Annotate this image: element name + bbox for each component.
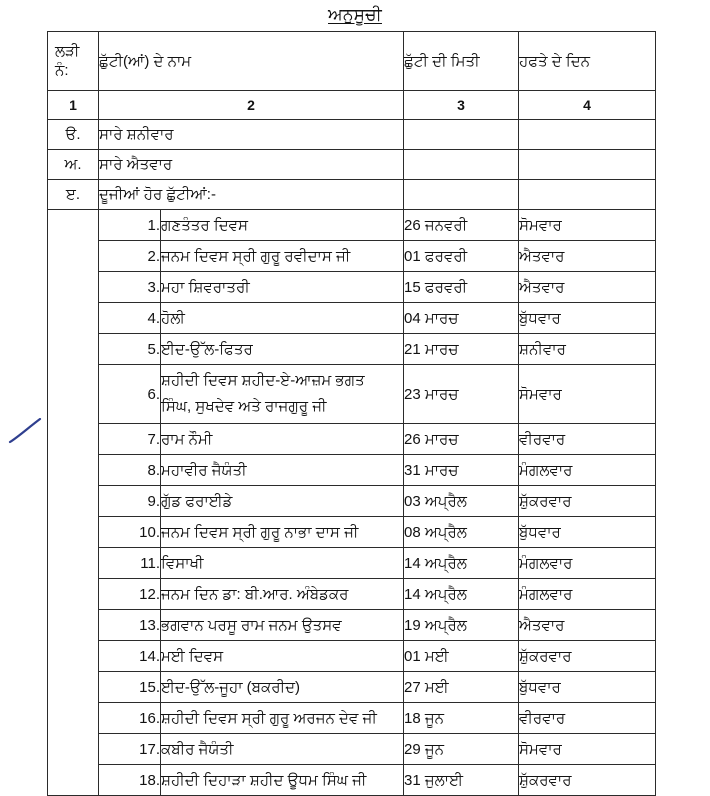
lettered-row-letter: ਅ. [48,150,99,180]
lettered-row-text: ਸਾਰੇ ਸ਼ਨੀਵਾਰ [99,120,404,150]
table-row [48,579,656,610]
lettered-row-text: ਦੂਜੀਆਂ ਹੋਰ ਛੁੱਟੀਆਂ:- [99,180,404,210]
column-number-3: 3 [404,91,519,120]
row-index: 18. [99,765,161,796]
row-holiday-date: 14 ਅਪ੍ਰੈਲ [404,548,519,579]
table-row [48,334,656,365]
row-holiday-name-line1: ਹੋਲੀ [161,309,185,327]
row-holiday-date: 21 ਮਾਰਚ [404,334,519,365]
row-index: 7. [99,424,161,455]
lettered-row-date [404,120,519,150]
row-holiday-name [161,641,404,672]
row-holiday-name-line1: ਈਦ-ਉੱਲ-ਫਿਤਰ [161,340,253,358]
row-holiday-name [161,765,404,796]
row-holiday-name [161,517,404,548]
lettered-row-date [404,180,519,210]
table-header-row [48,32,656,91]
table-row [48,641,656,672]
row-holiday-date: 29 ਜੂਨ [404,734,519,765]
row-week-day: ਵੀਰਵਾਰ [519,703,656,734]
row-index: 9. [99,486,161,517]
row-holiday-name-line1: ਮਹਾਵੀਰ ਜੈਯੰਤੀ [161,461,247,479]
column-number-1: 1 [48,91,99,120]
holiday-schedule-table [47,31,656,796]
row-week-day: ਸ਼ਨੀਵਾਰ [519,334,656,365]
row-holiday-name-line1: ਗਣਤੰਤਰ ਦਿਵਸ [161,216,249,234]
row-holiday-name [161,734,404,765]
row-holiday-name [161,210,404,241]
header-holiday-date: ਛੁੱਟੀ ਦੀ ਮਿਤੀ [404,32,519,91]
row-index: 4. [99,303,161,334]
table-row [48,672,656,703]
row-holiday-name [161,672,404,703]
row-index: 16. [99,703,161,734]
lettered-row [48,120,656,150]
row-holiday-name [161,610,404,641]
lettered-row-text: ਸਾਰੇ ਐਤਵਾਰ [99,150,404,180]
row-week-day: ਮੰਗਲਵਾਰ [519,579,656,610]
table-row [48,365,656,424]
table-row [48,272,656,303]
row-index: 11. [99,548,161,579]
row-week-day: ਸ਼ੁੱਕਰਵਾਰ [519,641,656,672]
row-holiday-date: 26 ਜਨਵਰੀ [404,210,519,241]
page-title-text: ਅਨੁਸੂਚੀ [328,5,382,24]
row-holiday-date: 27 ਮਈ [404,672,519,703]
table-row [48,703,656,734]
row-holiday-name-line1: ਮਹਾ ਸ਼ਿਵਰਾਤਰੀ [161,278,250,296]
table-row [48,455,656,486]
row-week-day: ਬੁੱਧਵਾਰ [519,517,656,548]
row-holiday-date: 19 ਅਪ੍ਰੈਲ [404,610,519,641]
row-holiday-name [161,241,404,272]
column-number-row [48,91,656,120]
table-row [48,303,656,334]
header-holiday-name: ਛੁੱਟੀ(ਆਂ) ਦੇ ਨਾਮ [99,32,404,91]
row-holiday-name-line1: ਭਗਵਾਨ ਪਰਸੂ ਰਾਮ ਜਨਮ ਉਤਸਵ [161,616,342,634]
row-holiday-name [161,486,404,517]
row-holiday-name [161,455,404,486]
row-holiday-name-line1: ਜਨਮ ਦਿਵਸ ਸ੍ਰੀ ਗੁਰੂ ਨਾਭਾ ਦਾਸ ਜੀ [161,523,359,541]
row-holiday-date: 23 ਮਾਰਚ [404,365,519,424]
table-row [48,517,656,548]
pen-mark-annotation [8,418,42,444]
row-index: 17. [99,734,161,765]
row-index: 2. [99,241,161,272]
row-week-day: ਬੁੱਧਵਾਰ [519,303,656,334]
row-index: 13. [99,610,161,641]
header-serial-line2: ਨੰ: [55,62,69,79]
row-holiday-date: 03 ਅਪ੍ਰੈਲ [404,486,519,517]
row-holiday-name-line1: ਸ਼ਹੀਦੀ ਦਿਵਸ ਸ੍ਰੀ ਗੁਰੂ ਅਰਜਨ ਦੇਵ ਜੀ [161,709,377,727]
lettered-row-day [519,180,656,210]
row-holiday-date: 31 ਜੁਲਾਈ [404,765,519,796]
table-row [48,210,656,241]
table-row [48,765,656,796]
row-week-day: ਐਤਵਾਰ [519,610,656,641]
table-row [48,734,656,765]
row-holiday-name-line1: ਸ਼ਹੀਦੀ ਦਿਹਾੜਾ ਸ਼ਹੀਦ ਊਧਮ ਸਿੰਘ ਜੀ [161,771,367,789]
row-week-day: ਐਤਵਾਰ [519,241,656,272]
row-week-day: ਮੰਗਲਵਾਰ [519,548,656,579]
header-serial [48,32,99,91]
table-row [48,486,656,517]
row-holiday-name-line1: ਗੁੱਡ ਫਰਾਈਡੇ [161,492,233,510]
row-index: 14. [99,641,161,672]
row-index: 1. [99,210,161,241]
row-holiday-date: 01 ਮਈ [404,641,519,672]
row-holiday-name-line1: ਜਨਮ ਦਿਵਸ ਸ੍ਰੀ ਗੁਰੂ ਰਵੀਦਾਸ ਜੀ [161,247,351,265]
lettered-row [48,180,656,210]
table-row [48,548,656,579]
row-holiday-name [161,424,404,455]
row-holiday-name-line1: ਈਦ-ਉੱਲ-ਜੂਹਾ (ਬਕਰੀਦ) [161,678,301,696]
row-week-day: ਸੋਮਵਾਰ [519,210,656,241]
row-holiday-name [161,579,404,610]
header-serial-line1: ਲੜੀ [55,43,80,60]
row-holiday-date: 15 ਫਰਵਰੀ [404,272,519,303]
row-index: 12. [99,579,161,610]
row-holiday-name-line1: ਸ਼ਹੀਦੀ ਦਿਵਸ ਸ਼ਹੀਦ-ਏ-ਆਜ਼ਮ ਭਗਤ [161,372,365,389]
row-holiday-date: 04 ਮਾਰਚ [404,303,519,334]
lettered-row-letter: ੳ. [48,120,99,150]
row-holiday-name-line1: ਮਈ ਦਿਵਸ [161,647,224,665]
row-week-day: ਮੰਗਲਵਾਰ [519,455,656,486]
row-holiday-name [161,303,404,334]
row-index: 6. [99,365,161,424]
page-title [0,4,710,26]
lettered-row-date [404,150,519,180]
row-index: 8. [99,455,161,486]
table-row [48,241,656,272]
row-week-day: ਬੁੱਧਵਾਰ [519,672,656,703]
row-week-day: ਵੀਰਵਾਰ [519,424,656,455]
row-index: 10. [99,517,161,548]
row-holiday-name [161,548,404,579]
lettered-row-day [519,120,656,150]
row-holiday-date: 26 ਮਾਰਚ [404,424,519,455]
table-body [48,32,656,796]
row-holiday-name-line1: ਵਿਸਾਖੀ [161,554,204,572]
column-number-4: 4 [519,91,656,120]
row-holiday-date: 18 ਜੂਨ [404,703,519,734]
table-row [48,610,656,641]
row-holiday-name-line1: ਕਬੀਰ ਜੈਯੰਤੀ [161,740,234,758]
row-holiday-name [161,703,404,734]
row-holiday-name-line2: ਸਿੰਘ, ਸੁਖਦੇਵ ਅਤੇ ਰਾਜਗੁਰੂ ਜੀ [161,398,327,415]
row-holiday-name [161,272,404,303]
lettered-row-day [519,150,656,180]
row-holiday-date: 31 ਮਾਰਚ [404,455,519,486]
row-week-day: ਸ਼ੁੱਕਰਵਾਰ [519,486,656,517]
row-week-day: ਸ਼ੁੱਕਰਵਾਰ [519,765,656,796]
row-holiday-name-line1: ਰਾਮ ਨੌਮੀ [161,430,213,448]
table-row [48,424,656,455]
lettered-row [48,150,656,180]
row-holiday-date: 08 ਅਪ੍ਰੈਲ [404,517,519,548]
row-index: 5. [99,334,161,365]
row-holiday-name [161,365,404,424]
row-week-day: ਸੋਮਵਾਰ [519,365,656,424]
row-week-day: ਐਤਵਾਰ [519,272,656,303]
row-week-day: ਸੋਮਵਾਰ [519,734,656,765]
row-holiday-date: 14 ਅਪ੍ਰੈਲ [404,579,519,610]
lettered-row-letter: ੲ. [48,180,99,210]
column-number-2: 2 [99,91,404,120]
header-week-day: ਹਫਤੇ ਦੇ ਦਿਨ [519,32,656,91]
row-index: 3. [99,272,161,303]
serial-spacer-cell [48,210,99,796]
row-index: 15. [99,672,161,703]
row-holiday-name [161,334,404,365]
row-holiday-name-line1: ਜਨਮ ਦਿਨ ਡਾ: ਬੀ.ਆਰ. ਅੰਬੇਡਕਰ [161,585,349,603]
row-holiday-date: 01 ਫਰਵਰੀ [404,241,519,272]
